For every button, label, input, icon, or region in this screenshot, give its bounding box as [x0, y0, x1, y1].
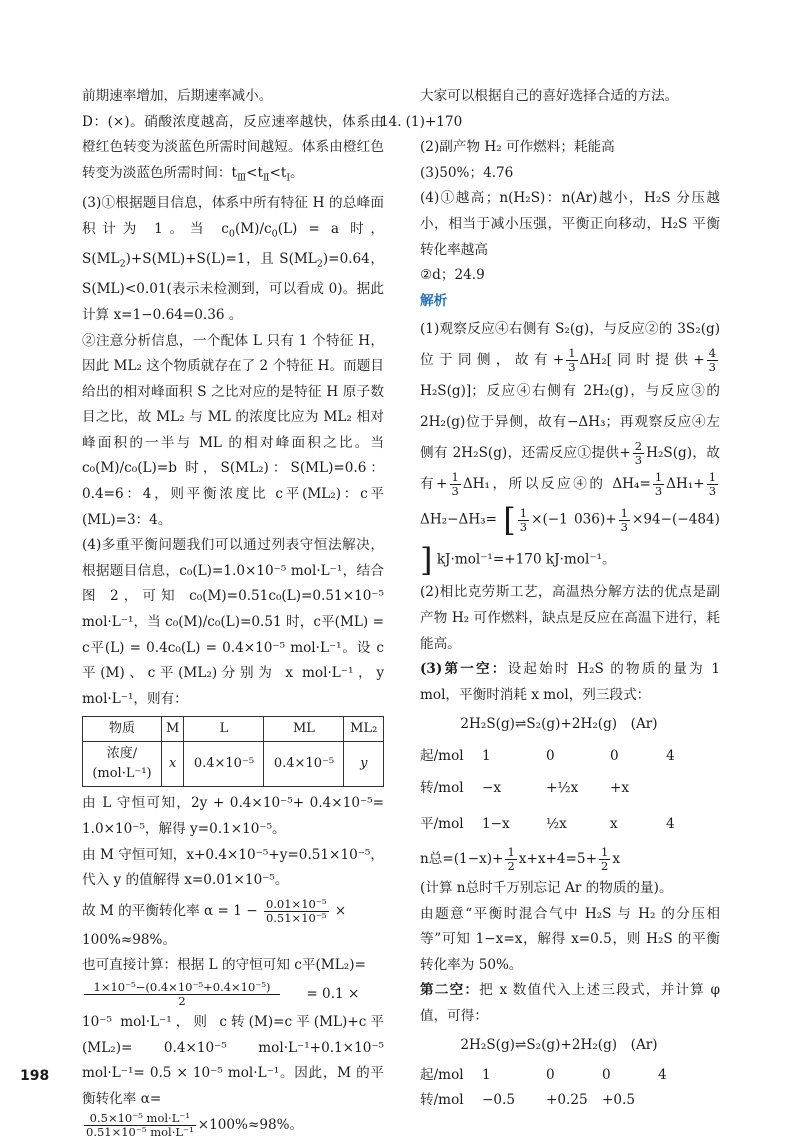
table-cell — [83, 742, 162, 787]
table-row: 平/mol 1−x ½x x 4 — [420, 815, 675, 832]
ice-table — [398, 742, 720, 842]
text: (3)①根据题目信息，体系中所有特征 H 的总峰面积计为 1。当 c — [82, 195, 384, 237]
text: 。 — [290, 164, 304, 181]
paragraph: 由题意“平衡时混合气中 H₂S 与 H₂ 的分压相等”可知 1−x=x，解得 x=0.5，则 H₂S 的平衡转化率为 50%。 — [420, 905, 720, 973]
paragraph: (3)第一空：设起始时 H₂S 的物质的量为 1 mol，平衡时消耗 x mol，列三段式： — [420, 661, 721, 703]
table-header: L — [184, 717, 264, 742]
reaction-equation: 2H₂S(g)⇌S₂(g)+2H₂(g) (Ar) — [460, 716, 658, 733]
paragraph: 10⁻⁵ mol·L⁻¹，则 c转(M)=c平(ML)+c平(ML₂)= 0.4×10⁻⁵ mol·L⁻¹+0.1×10⁻⁵ mol·L⁻¹= 0.5 × 10⁻⁵ mol·L⁻¹。因此，M 的平衡转化率 α= — [82, 1013, 384, 1107]
text: (L) = a 时，S(ML — [82, 220, 385, 267]
text: = 0.1 × — [306, 985, 360, 1002]
left-column — [82, 84, 384, 1139]
table-row: 转/mol −x +½x +x — [420, 779, 630, 796]
paragraph: 100%≈98%。 — [82, 931, 177, 948]
paragraph: D：(×)。硝酸浓度越高，反应速率越快，体系由橙红色转变为淡蓝色所需时间越短。体系由橙红色转变为淡蓝色所需时间：$t_Ⅲ<t_Ⅱ<t_Ⅰ$。 — [82, 113, 384, 184]
paragraph: ②注意分析信息，一个配体 L 只有 1 个特征 H，因此 ML₂ 这个物质就存在了 2 个特征 H。而题目给出的相对峰面积 S 之比对应的是特征 H 原子数目之比，故 ML₂ 与 ML 的浓度比应为 ML₂ 相对峰面积的一半与 ML 的相对峰面积之比。当 c₀(M)/c₀(L)=b 时，S(ML₂)：S(ML)=0.6：0.4=6：4，则平衡浓度比 c平(ML₂)：c平(ML)=3：4。 — [82, 332, 384, 528]
paragraph: 由 L 守恒可知，2y + 0.4×10⁻⁵+ 0.4×10⁻⁵= 1.0×10⁻⁵，解得 y=0.1×10⁻⁵。 — [82, 795, 384, 837]
question-number: 14. — [380, 113, 402, 130]
fraction: $\frac{\text{0.01×10⁻⁵}}{\text{0.51×10⁻⁵}}$ — [265, 896, 327, 925]
solution-part-1: (1)观察反应④右侧有 S₂(g)，与反应②的 3S₂(g)位于同侧，故有+ $\frac{1}{3}$ ΔH₂[同时提供+ $\frac{4}{3}$ H₂S(g)]；反应④右侧有 2H₂(g)，与反应③的 2H₂(g)位于异侧，故有−ΔH₃；再观察反应④左侧有 2H₂S(g)，还需反应①提供+ $\frac{2}{3}$ H₂S(g)，故有+ $\frac{1}{3}$ ΔH₁，所以反应④的 ΔH₄= $\frac{1}{3}$ ΔH₁+ $\frac{1}{3}$ ΔH₂−ΔH₃= [ $\frac{1}{3}$ ×(−1 036)+ $\frac{1}{3}$ ×94−(−484)] kJ·mol⁻¹=+170 kJ·mol⁻¹。 — [420, 321, 720, 580]
paragraph — [82, 1112, 384, 1139]
ice-table — [398, 1063, 720, 1113]
table-row — [83, 717, 384, 742]
text: )+S(ML)+S(L)=1，且 S(ML — [125, 251, 317, 267]
paragraph — [380, 110, 720, 136]
text: (M)/c — [234, 220, 272, 237]
table-header: ML — [264, 717, 344, 742]
reaction-equation: 2H₂S(g)⇌S₂(g)+2H₂(g) (Ar) — [460, 1037, 658, 1054]
table-row: 起/mol 1 0 0 4 — [420, 1067, 667, 1084]
text: D：(×)。硝酸浓度越高，反应速率越快，体系由橙红色转变为淡蓝色所需时间越短。体系由橙红色转变为淡蓝色所需时间：t — [82, 113, 384, 181]
paragraph: 由 M 守恒可知，x+0.4×10⁻⁵+y=0.51×10⁻⁵，代入 y 的值解得 x=0.01×10⁻⁵。 — [82, 846, 384, 889]
paragraph: (4)多重平衡问题我们可以通过列表守恒法解决，根据题目信息，c₀(L)=1.0×10⁻⁵ mol·L⁻¹，结合图 2，可知 c₀(M)=0.51c₀(L)=0.51×10⁻⁵ mol·L⁻¹，当 c₀(M)/c₀(L)=0.51 时，c平(ML) = c平(L) = 0.4c₀(L) = 0.4×10⁻⁵ mol·L⁻¹。设 c平(M)、c平(ML₂)分别为 x mol·L⁻¹，y mol·L⁻¹，则有： — [82, 537, 384, 707]
answer: (3)50%；4.76 — [420, 164, 514, 181]
table-row — [83, 742, 384, 787]
table-header: 物质 — [83, 717, 162, 742]
table-row: 起/mol 1 0 0 4 — [420, 747, 675, 764]
text: <t — [246, 164, 264, 181]
paragraph — [82, 894, 384, 928]
fraction: $\frac{\text{1×10⁻⁵−(0.4×10⁻⁵+0.4×10⁻⁵)}}{2}$ — [84, 981, 280, 1008]
paragraph — [82, 981, 384, 1008]
paragraph: 大家可以根据自己的喜好选择合适的方法。 — [420, 88, 679, 104]
text: )=0.64，S(ML)<0.01(表示未检测到，可以看成 0)。据此计算 x=1−0.64=0.36 。 — [82, 251, 384, 323]
paragraph: (2)相比克劳斯工艺，高温热分解方法的优点是副产物 H₂ 可作燃料，缺点是反应在高温下进行，耗能高。 — [420, 584, 720, 652]
text: × — [334, 902, 347, 919]
row-label: 浓度/ — [106, 746, 138, 762]
concentration-table — [82, 716, 384, 787]
table-cell: x — [161, 742, 183, 787]
paragraph: 第二空：把 x 数值代入上述三段式，并计算 φ 值，可得： — [420, 982, 720, 1024]
table-header: M — [161, 717, 183, 742]
answer: (1)+170 — [405, 113, 463, 130]
paragraph: 前期速率增加，后期速率减小。 — [82, 88, 273, 104]
row-label: (mol·L⁻¹) — [92, 766, 152, 782]
analysis-label: 解析 — [420, 292, 448, 309]
answer: (2)副产物 H₂ 可作燃料；耗能高 — [420, 139, 615, 156]
fraction: $\frac{\text{0.5×10⁻⁵ mol·L⁻¹}}{\text{0.51×10⁻⁵ mol·L⁻¹}}$ — [86, 1111, 194, 1139]
table-row: 转/mol −0.5 +0.25 +0.5 — [420, 1092, 636, 1109]
text: 故 M 的平衡转化率 α = 1 − — [82, 902, 258, 919]
text: ×100%≈98%。 — [197, 1117, 304, 1134]
table-cell: 0.4×10⁻⁵ — [264, 742, 344, 787]
paragraph: (3)①根据题目信息，体系中所有特征 H 的总峰面积计为 1。当 $c_0(M)/c_0(L) = a$ 时，$S(ML_2)+S(ML)+S(L)=1$，且 $S(ML_2)=0.64$，S(ML)<0.01(表示未检测到，可以看成 0)。据此计算 x=1−0.64=0.36 。 — [82, 195, 385, 323]
answer: (4)①越高；n(H₂S)：n(Ar)越小，H₂S 分压越小，相当于减小压强，平衡正向移动，H₂S 平衡转化率越高 — [420, 190, 720, 258]
right-column — [380, 84, 721, 1113]
paragraph: n总=(1−x)+ $\frac{1}{2}$ x+x+4=5+ $\frac{1}{2}$ x — [420, 844, 620, 873]
paragraph: (计算 n总时千万别忘记 Ar 的物质的量)。 — [420, 879, 673, 896]
paragraph: 也可直接计算：根据 L 的守恒可知 c平(ML₂)= — [82, 957, 366, 974]
table-header: ML₂ — [344, 717, 384, 742]
table-cell: 0.4×10⁻⁵ — [184, 742, 264, 787]
table-cell: y — [344, 742, 384, 787]
page-number: 198 — [20, 1068, 50, 1084]
answer: ②d；24.9 — [420, 267, 485, 284]
